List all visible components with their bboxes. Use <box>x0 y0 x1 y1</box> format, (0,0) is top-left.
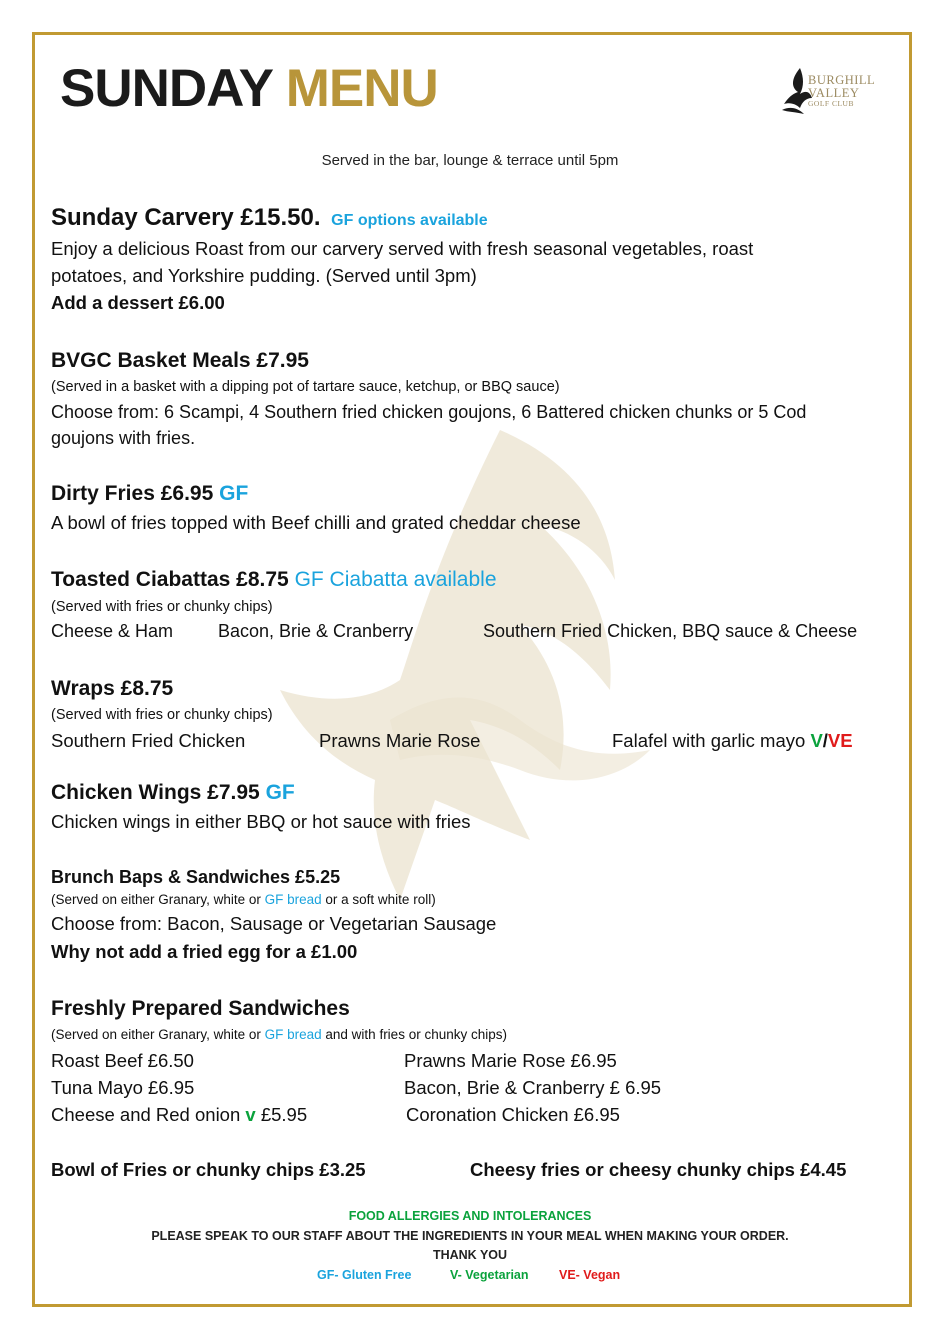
service-note: Served in the bar, lounge & terrace until 5pm <box>321 152 619 169</box>
sandwich-option-cheese <box>51 1104 307 1125</box>
baps-desc: Choose from: Bacon, Sausage or Vegetarian Sausage <box>51 913 497 934</box>
basket-note: (Served in a basket with a dipping pot of tartare sauce, ketchup, or BBQ sauce) <box>51 379 560 395</box>
key-gluten-free: GF- Gluten Free <box>317 1268 412 1282</box>
sandwiches-note-gf: GF bread <box>264 1027 322 1042</box>
carvery-desc-line-2: potatoes, and Yorkshire pudding. (Served until 3pm) <box>51 265 477 286</box>
sandwiches-note-pre: (Served on either Granary, white or <box>51 1027 261 1042</box>
baps-note-gf: GF bread <box>264 892 322 907</box>
wrap-option: Prawns Marie Rose <box>319 730 481 751</box>
logo-line-1: BURGHILL <box>808 73 876 87</box>
ciabatta-option: Bacon, Brie & Cranberry <box>218 621 414 641</box>
logo-line-2: VALLEY <box>808 85 860 100</box>
eagle-watermark <box>270 420 670 920</box>
falafel-label: Falafel with garlic mayo <box>612 730 806 751</box>
diet-slash: / <box>822 730 828 751</box>
sandwich-option: Tuna Mayo £6.95 <box>51 1077 195 1098</box>
ciabattas-note: (Served with fries or chunky chips) <box>51 599 273 615</box>
side-cheesy-fries: Cheesy fries or cheesy chunky chips £4.45 <box>470 1159 847 1180</box>
vegetarian-badge: v <box>245 1104 256 1125</box>
allergy-title: FOOD ALLERGIES AND INTOLERANCES <box>348 1209 592 1223</box>
wrap-option: Southern Fried Chicken <box>51 730 246 751</box>
key-vegetarian: V- Vegetarian <box>450 1268 529 1282</box>
ciabattas-title: Toasted Ciabattas £8.75 <box>51 568 289 591</box>
carvery-addon: Add a dessert £6.00 <box>51 292 225 313</box>
cheese-price: £5.95 <box>260 1104 308 1125</box>
basket-desc-line-1: Choose from: 6 Scampi, 4 Southern fried chicken goujons, 6 Battered chicken chunks or 5 Cod <box>51 402 807 422</box>
club-logo-text <box>808 74 875 108</box>
vegetarian-badge: V <box>810 730 823 751</box>
wings-desc: Chicken wings in either BBQ or hot sauce with fries <box>51 811 471 832</box>
ciabattas-gf-note: GF Ciabatta available <box>294 568 497 591</box>
carvery-title: Sunday Carvery £15.50 <box>51 204 314 231</box>
carvery-desc-line-1: Enjoy a delicious Roast from our carvery served with fresh seasonal vegetables, roast <box>51 238 754 259</box>
carvery-gf-note: GF options available <box>331 212 488 229</box>
logo-line-3: GOLF CLUB <box>808 99 854 108</box>
baps-note <box>51 892 436 908</box>
basket-title: BVGC Basket Meals £7.95 <box>51 349 309 372</box>
baps-note-pre: (Served on either Granary, white or <box>51 892 261 907</box>
ciabattas-heading <box>51 568 497 592</box>
sandwiches-title: Freshly Prepared Sandwiches <box>51 997 350 1020</box>
title-word-sunday: SUNDAY <box>60 59 272 118</box>
dirty-fries-title: Dirty Fries £6.95 <box>51 482 214 505</box>
sandwich-option: Prawns Marie Rose £6.95 <box>404 1050 617 1071</box>
sandwiches-note-post: and with fries or chunky chips) <box>325 1027 507 1042</box>
baps-addon: Why not add a fried egg for a £1.00 <box>51 941 358 962</box>
ciabatta-option: Southern Fried Chicken, BBQ sauce & Cheese <box>483 621 858 641</box>
carvery-dot: . <box>313 204 321 231</box>
wings-gf: GF <box>265 781 295 804</box>
title-word-menu: MENU <box>285 59 438 118</box>
wings-heading <box>51 781 295 805</box>
vegan-badge: VE <box>827 730 853 751</box>
page-title <box>60 59 438 118</box>
sandwich-option: Bacon, Brie & Cranberry £ 6.95 <box>404 1077 662 1098</box>
ciabatta-option: Cheese & Ham <box>51 621 174 641</box>
baps-note-post: or a soft white roll) <box>325 892 436 907</box>
baps-title: Brunch Baps & Sandwiches £5.25 <box>51 867 341 887</box>
dirty-fries-gf: GF <box>219 482 249 505</box>
wraps-note: (Served with fries or chunky chips) <box>51 707 273 723</box>
basket-desc-line-2: goujons with fries. <box>51 428 196 448</box>
dirty-fries-desc: A bowl of fries topped with Beef chilli and grated cheddar cheese <box>51 512 581 533</box>
wrap-option-falafel <box>612 730 853 751</box>
cheese-label: Cheese and Red onion <box>51 1104 241 1125</box>
sandwich-option: Coronation Chicken £6.95 <box>406 1104 620 1125</box>
wraps-title: Wraps £8.75 <box>51 677 174 700</box>
sandwich-option: Roast Beef £6.50 <box>51 1050 194 1071</box>
dirty-fries-heading <box>51 482 248 506</box>
allergy-text: PLEASE SPEAK TO OUR STAFF ABOUT THE INGREDIENTS IN YOUR MEAL WHEN MAKING YOUR ORDER. <box>151 1229 789 1243</box>
carvery-heading <box>51 204 488 232</box>
allergy-thanks: THANK YOU <box>432 1248 508 1262</box>
wings-title: Chicken Wings £7.95 <box>51 781 260 804</box>
sandwiches-note <box>51 1027 507 1043</box>
side-fries: Bowl of Fries or chunky chips £3.25 <box>51 1159 366 1180</box>
key-vegan: VE- Vegan <box>559 1268 621 1282</box>
